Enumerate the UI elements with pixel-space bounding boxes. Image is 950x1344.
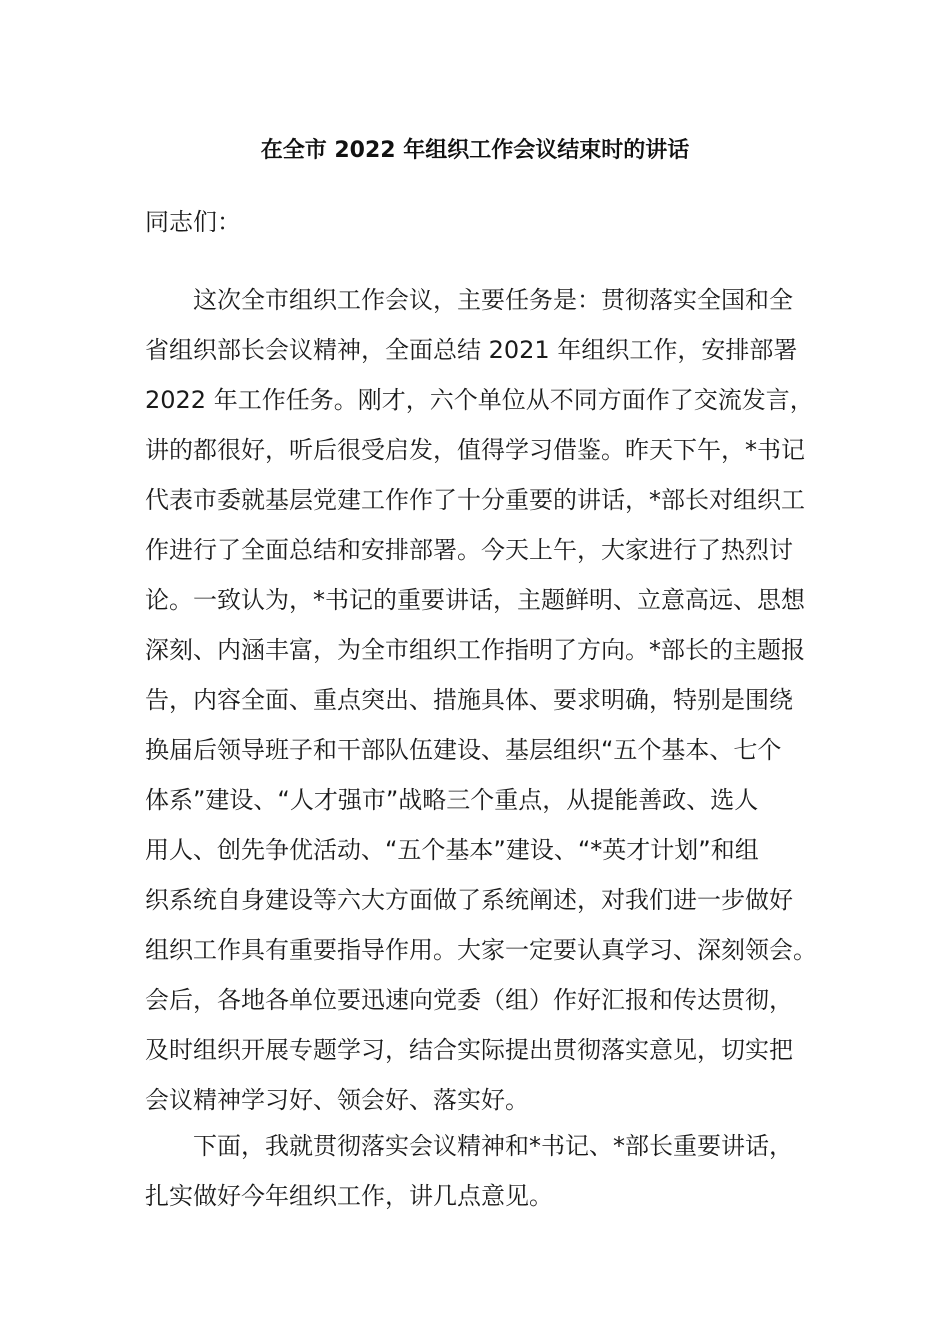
- paragraph-line: 告，内容全面、重点突出、措施具体、要求明确，特别是围绕: [145, 686, 793, 714]
- paragraph-line: 代表市委就基层党建工作作了十分重要的讲话，*部长对组织工: [145, 486, 805, 514]
- greeting: 同志们：: [145, 208, 241, 236]
- paragraph-2: [145, 1121, 825, 1221]
- paragraph-line: 用人、创先争优活动、“五个基本”建设、“*英才计划”和组: [145, 836, 759, 864]
- paragraph-line: 及时组织开展专题学习，结合实际提出贯彻落实意见，切实把: [145, 1036, 793, 1064]
- paragraph-line: 讲的都很好，听后很受启发，值得学习借鉴。昨天下午，*书记: [145, 436, 805, 464]
- paragraph-line: 会后，各地各单位要迅速向党委（组）作好汇报和传达贯彻，: [145, 986, 793, 1014]
- paragraph-line: 下面，我就贯彻落实会议精神和*书记、*部长重要讲话，: [193, 1132, 793, 1160]
- paragraph-1: [145, 275, 825, 1125]
- document-title: 在全市 2022 年组织工作会议结束时的讲话: [260, 138, 690, 163]
- paragraph-line: 会议精神学习好、领会好、落实好。: [145, 1086, 529, 1114]
- paragraph-line: 换届后领导班子和干部队伍建设、基层组织“五个基本、七个: [145, 736, 782, 764]
- paragraph-line: 这次全市组织工作会议，主要任务是：贯彻落实全国和全: [193, 286, 793, 314]
- paragraph-line: 2022 年工作任务。刚才，六个单位从不同方面作了交流发言，: [145, 386, 814, 414]
- paragraph-line: 省组织部长会议精神，全面总结 2021 年组织工作，安排部署: [145, 336, 798, 364]
- paragraph-line: 作进行了全面总结和安排部署。今天上午，大家进行了热烈讨: [145, 536, 793, 564]
- paragraph-line: 体系”建设、“人才强市”战略三个重点，从提能善政、选人: [145, 786, 759, 814]
- paragraph-line: 织系统自身建设等六大方面做了系统阐述，对我们进一步做好: [145, 886, 793, 914]
- paragraph-line: 扎实做好今年组织工作，讲几点意见。: [145, 1182, 553, 1210]
- paragraph-line: 深刻、内涵丰富，为全市组织工作指明了方向。*部长的主题报: [145, 636, 805, 664]
- paragraph-line: 论。一致认为，*书记的重要讲话，主题鲜明、立意高远、思想: [145, 586, 805, 614]
- paragraph-line: 组织工作具有重要指导作用。大家一定要认真学习、深刻领会。: [145, 936, 817, 964]
